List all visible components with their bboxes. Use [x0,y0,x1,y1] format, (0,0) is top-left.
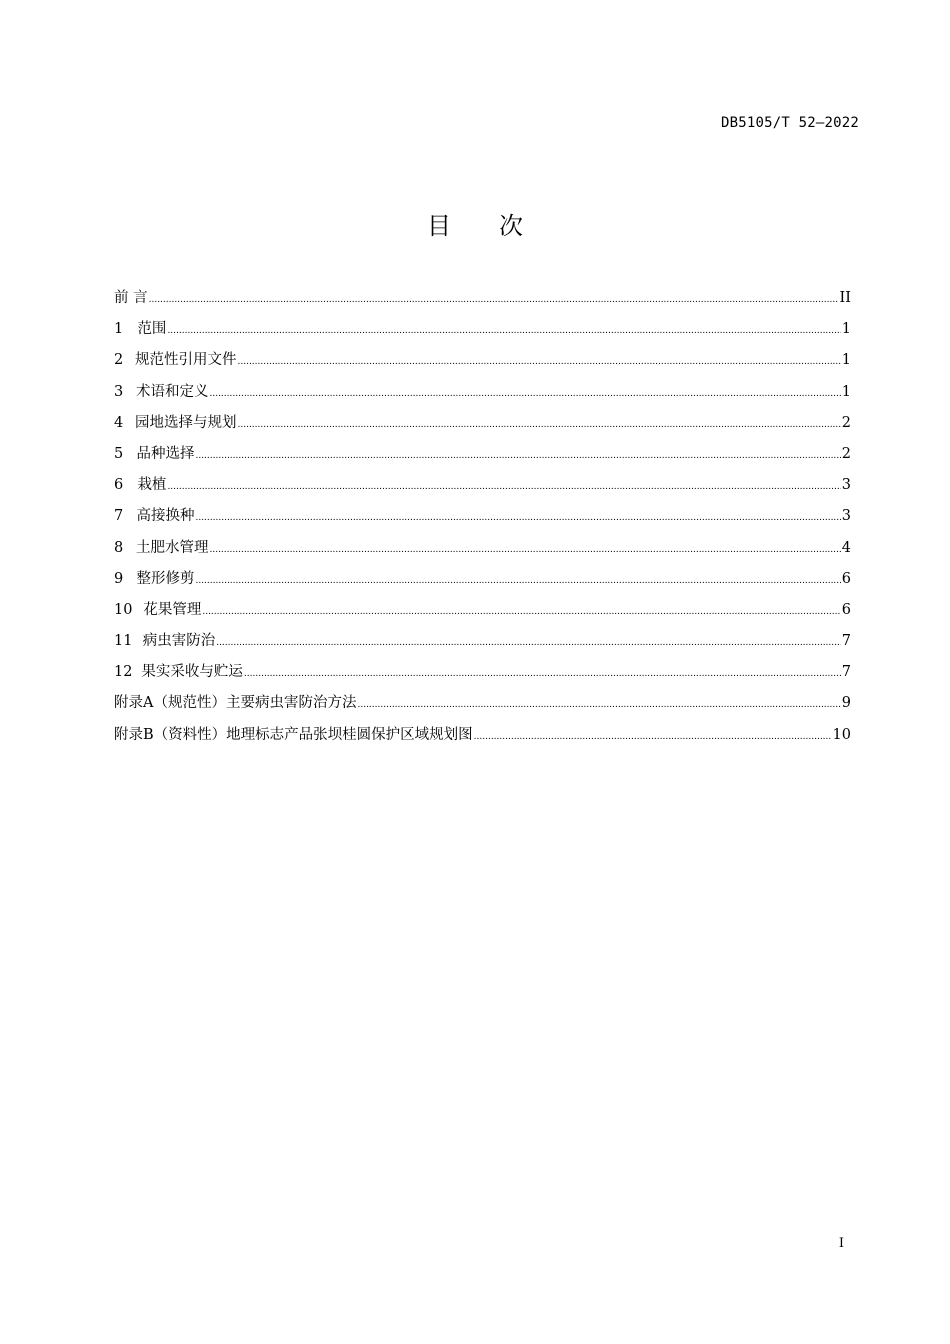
toc-entry-number: 8 [114,539,124,556]
toc-entry-label: 病虫害防治 [142,633,216,650]
toc-entry-appendix-b[interactable] [114,723,851,754]
toc-entry-label: 栽植 [137,477,167,494]
page-number: I [838,1236,844,1251]
toc-leader-dots [244,669,841,679]
toc-leader-dots [238,420,841,430]
toc-entry-3[interactable] [114,380,851,411]
toc-entry-label: 前 言 [114,290,148,306]
toc-entry-label: 花果管理 [143,601,202,618]
toc-leader-dots [195,451,840,461]
toc-entry-label: 主要病虫害防治方法 [225,695,357,712]
toc-entry-number: 12 [114,664,133,681]
toc-entry-page: 1 [841,352,851,369]
toc-entry-5[interactable] [114,442,851,473]
toc-entry-label: 果实采收与贮运 [141,664,243,681]
toc-entry-7[interactable] [114,504,851,535]
document-code: DB5105/T 52—2022 [720,115,859,131]
toc-entry-label: 品种选择 [136,445,195,462]
toc-entry-page: 7 [841,664,851,681]
toc-leader-dots [474,732,832,742]
toc-entry-page: 4 [841,539,851,556]
toc-entry-number: 2 [114,352,124,369]
toc-entry-label: 土肥水管理 [135,539,209,556]
toc-entry-foreword[interactable] [114,286,851,317]
toc-leader-dots [357,700,840,710]
toc-entry-page: 6 [841,601,851,618]
toc-entry-page: 3 [841,477,851,494]
toc-entry-page: II [839,290,851,306]
toc-entry-page: 1 [841,321,851,338]
toc-leader-dots [167,326,840,336]
toc-entry-10[interactable] [114,598,851,629]
toc-entry-label: 高接换种 [136,508,195,525]
toc-leader-dots [195,513,840,523]
toc-entry-label: 地理标志产品张坝桂圆保护区域规划图 [226,726,473,743]
page-title: 目次 [427,212,571,240]
table-of-contents [114,286,851,754]
toc-leader-dots [216,638,841,648]
toc-leader-dots [167,482,840,492]
toc-entry-label: 园地选择与规划 [135,414,237,431]
toc-entry-page: 2 [841,445,851,462]
toc-entry-number: 11 [114,633,133,650]
toc-entry-number: 9 [114,570,124,587]
toc-leader-dots [209,389,840,399]
toc-entry-number: 3 [114,383,124,400]
toc-leader-dots [202,607,840,617]
toc-leader-dots [195,576,840,586]
toc-leader-dots [209,545,840,555]
toc-entry-page: 6 [841,570,851,587]
toc-entry-number: 附录B（资料性） [114,726,227,743]
toc-entry-label: 范围 [137,321,167,338]
toc-entry-label: 规范性引用文件 [135,352,237,369]
toc-entry-page: 7 [841,633,851,650]
toc-entry-page: 1 [841,383,851,400]
toc-entry-number: 5 [114,445,124,462]
toc-entry-number: 附录A（规范性） [114,695,226,712]
toc-entry-number: 10 [114,601,133,618]
toc-entry-number: 1 [114,321,124,338]
toc-entry-appendix-a[interactable] [114,691,851,722]
toc-entry-11[interactable] [114,629,851,660]
toc-entry-number: 6 [114,477,124,494]
toc-entry-12[interactable] [114,660,851,691]
toc-entry-number: 4 [114,414,124,431]
toc-entry-number: 7 [114,508,124,525]
toc-leader-dots [149,295,839,305]
toc-entry-label: 术语和定义 [135,383,209,400]
toc-entry-page: 3 [841,508,851,525]
toc-entry-9[interactable] [114,567,851,598]
toc-entry-page: 10 [832,726,851,743]
toc-entry-4[interactable] [114,411,851,442]
toc-entry-1[interactable] [114,317,851,348]
toc-entry-label: 整形修剪 [136,570,195,587]
toc-entry-6[interactable] [114,473,851,504]
toc-entry-2[interactable] [114,348,851,379]
toc-leader-dots [238,357,841,367]
toc-entry-page: 9 [841,695,851,712]
toc-entry-8[interactable] [114,536,851,567]
toc-entry-page: 2 [841,414,851,431]
